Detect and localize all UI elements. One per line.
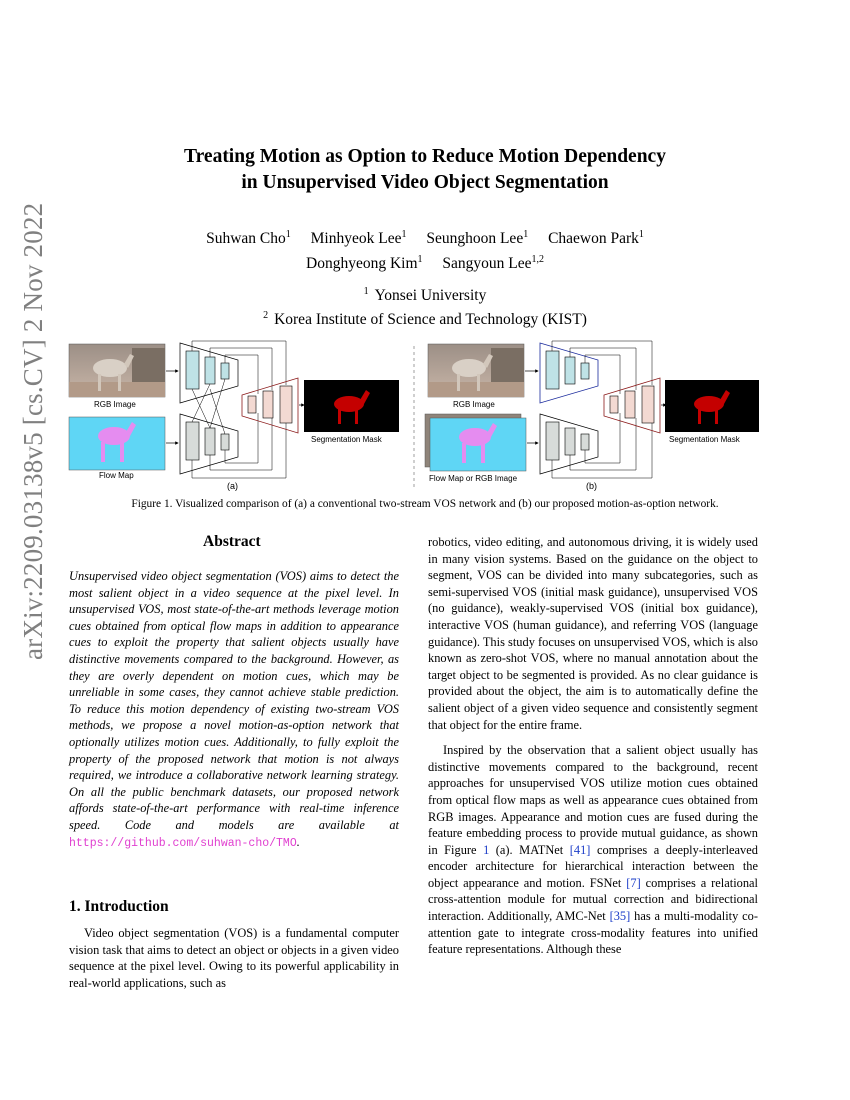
right-column [428,534,758,958]
author-row-2 [0,249,850,274]
author: Suhwan Cho$^1$ [206,229,291,248]
rgb-image-thumbnail [428,344,524,397]
affiliations [0,282,850,330]
author-list [0,224,850,274]
segmentation-mask-thumbnail [665,380,759,432]
title-line-1: Treating Motion as Option to Reduce Motion Dependency [184,146,666,167]
affiliation-2: $^2$ Korea Institute of Science and Technology (KIST) [263,310,587,329]
figure-reference[interactable]: 1 [483,842,490,857]
label-rgb-image-a: RGB Image [94,400,136,409]
panel-a [69,341,399,478]
panel-b [425,341,759,478]
author: Chaewon Park$^1$ [548,229,644,248]
citation-7[interactable]: [7] [626,875,641,890]
right-paragraph-1: robotics, video editing, and autonomous driving, it is widely used in many vision systems. Based on the guidance on the object to segment, VOS can be divided into many subcategories, such as semi-supervised VOS (initial mask guidance), unsupervised VOS (no guidance), weakly-supervised VOS (initial box guidance), interactive VOS (human guidance), and referring VOS (language guidance). This study focuses on unsupervised VOS, which is also known as zero-shot VOS, where no manual annotation about the target object to be segmented is provided. As no clear guidance is provided about the object, the aim is to automatically define the salient object of a given video sequence and consistently segment that object for the entire frame. [428,535,758,732]
abstract-heading: Abstract [203,533,261,550]
right-paragraph-2: Inspired by the observation that a salient object usually has distinctive movements compared to the background, recent approaches for unsupervised VOS utilize motion cues obtained from optical flow maps as well as appearance cues obtained from RGB images. Appearance and motion cues are fused during the feature embedding process to provide mutual guidance, as shown in Figure 1 (a). MATNet [41] comprises a deeply-interleaved encoder architecture for hierarchical interaction between the object appearance and motion. FSNet [7] comprises a relational cross-attention module for mutual correction and bidirectional interaction. Additionally, AMC-Net [35] has a multi-modality co-attention gate to integrate cross-modality features into unified feature representations. Although these [428,743,758,957]
intro-paragraph-1: Video object segmentation (VOS) is a fundamental computer vision task that aims to detect an object or objects in a given video sequence at the pixel level. Owing to its powerful applicability in real-world applications, such as [69,926,399,990]
intro-heading: 1. Introduction [69,898,169,915]
author: Donghyeong Kim$^1$ [306,254,423,273]
arxiv-identifier: arXiv:2209.03138v5 [cs.CV] 2 Nov 2022 [18,202,48,660]
figure-1-diagram [68,338,760,490]
label-rgb-image-b: RGB Image [453,400,495,409]
citation-41[interactable]: [41] [569,842,591,857]
abstract-body: Unsupervised video object segmentation (VOS) aims to detect the most salient object in a video sequence at the pixel level. In unsupervised VOS, most state-of-the-art methods leverage motion cues obtained from optical flow maps in addition to appearance cues to exploit the property that salient objects usually have distinctive movements compared to the background. However, as they are overly dependent on motion cues, which may be unreliable in some cases, they cannot achieve stable prediction. To reduce this motion dependency of existing two-stream VOS methods, we propose a novel motion-as-option network that optionally utilizes motion cues. Additionally, to fully exploit the property of the proposed network that motion is not always required, we introduce a collaborative network learning strategy. On all the public benchmark datasets, our proposed network affords state-of-the-art performance with real-time inference speed. Code and models are available at https://github.com/suhwan-cho/TMO. [69,569,399,850]
label-mask-b: Segmentation Mask [669,435,740,444]
label-mask-a: Segmentation Mask [311,435,382,444]
flow-map-thumbnail [69,417,165,470]
panel-b-tag: (b) [586,481,597,491]
figure-1 [68,338,760,490]
label-flow-or-rgb-b: Flow Map or RGB Image [429,474,518,483]
author: Seunghoon Lee$^1$ [426,229,529,248]
figure-caption: Figure 1. Visualized comparison of (a) a conventional two-stream VOS network and (b) our proposed motion-as-option network. [131,498,719,510]
panel-a-tag: (a) [227,481,238,491]
segmentation-mask-thumbnail [304,380,399,432]
label-flow-map-a: Flow Map [99,471,134,480]
author-row-1 [0,224,850,249]
author: Minhyeok Lee$^1$ [310,229,407,248]
author: Sangyoun Lee$^{1,2}$ [442,254,544,273]
affiliation-1: $^1$ Yonsei University [363,286,487,305]
citation-35[interactable]: [35] [609,909,631,924]
paper-title [0,144,850,196]
rgb-image-thumbnail [69,344,165,397]
flow-or-rgb-thumbnail [425,414,526,471]
code-link[interactable]: https://github.com/suhwan-cho/TMO [69,836,297,850]
title-line-2: in Unsupervised Video Object Segmentation [241,172,609,193]
